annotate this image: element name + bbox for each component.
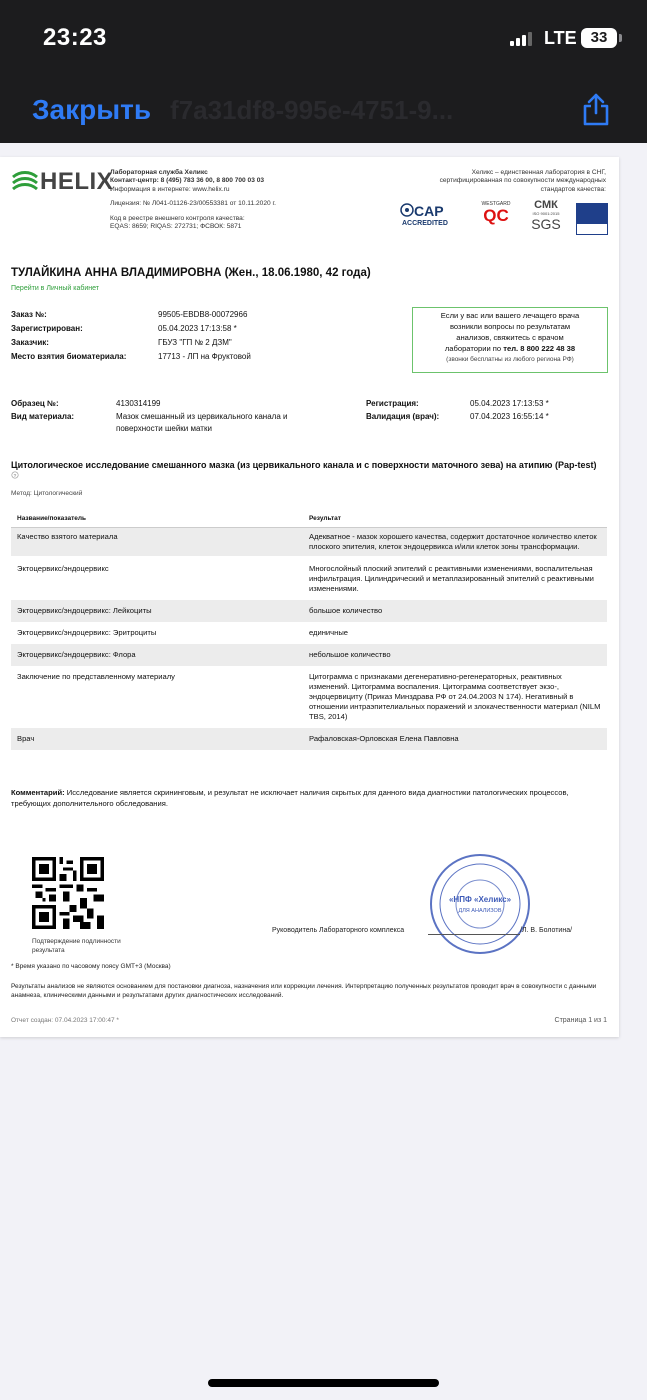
cert-line: сертифицированная по совокупности международных xyxy=(439,177,606,185)
study-title-text: Цитологическое исследование смешанного мазка (из цервикального канала и с поверхности маточного зева) на атипию (Pap-test) xyxy=(11,460,597,470)
material-value-1: Мазок смешанный из цервикального канала и xyxy=(116,412,288,421)
head-signature-name: /Л. В. Болотина/ xyxy=(520,927,573,934)
registration-label: Регистрация: xyxy=(366,399,419,408)
comment xyxy=(11,787,607,809)
lab-line: EQAS: 8659; RIQAS: 272731; ФСВОК: 5871 xyxy=(110,223,242,231)
signature-line xyxy=(428,934,520,935)
sgs-text: SGS xyxy=(531,216,561,232)
qr-caption: Подтверждение подлинности результата xyxy=(32,938,121,954)
helix-logo-icon xyxy=(10,169,40,197)
westgard-text: WESTGARD xyxy=(481,201,511,207)
battery-tip xyxy=(619,34,622,42)
ukas-logo xyxy=(576,203,608,235)
timezone-note: * Время указано по часовому поясу GMT+3 (Москва) xyxy=(11,963,171,970)
info-icon[interactable] xyxy=(11,471,19,479)
study-method: Метод: Цитологический xyxy=(11,490,83,497)
lab-line: Лицензия: № Л041-01126-23/00553381 от 10.11.2020 г. xyxy=(110,200,276,208)
smk-text: СМК xyxy=(534,199,558,211)
row-name: Заключение по представленному материалу xyxy=(17,672,175,681)
row-result: Адекватное - мазок хорошего качества, содержит достаточное количество клеток плоского эпителия, клеток эндоцервикса и/или клеток зоны трансформации. xyxy=(303,528,607,557)
contact-line: анализов, свяжитесь с врачом xyxy=(456,333,564,342)
share-icon[interactable] xyxy=(580,92,612,126)
material-value-2: поверхности шейки матки xyxy=(116,424,212,433)
contact-box xyxy=(412,307,608,373)
column-header-result: Результат xyxy=(303,512,607,528)
lab-line: Информация в интернете: www.helix.ru xyxy=(110,185,230,193)
head-signature-role: Руководитель Лабораторного комплекса xyxy=(272,927,405,934)
sample-info xyxy=(11,398,607,434)
sample-number-label: Образец №: xyxy=(11,399,59,408)
table-row xyxy=(11,528,607,557)
svg-text:ДЛЯ АНАЛИЗОВ: ДЛЯ АНАЛИЗОВ xyxy=(458,908,502,914)
row-name: Качество взятого материала xyxy=(11,528,303,557)
certification-logos xyxy=(400,201,610,237)
qc-text: QC xyxy=(483,206,509,225)
qr-code-icon[interactable] xyxy=(32,857,104,929)
document-page xyxy=(0,157,619,1037)
disclaimer: Результаты анализов не являются основанием для постановки диагноза, назначения или коррекции лечения. Интерпретацию полученных результатов проводит врач в совокупности с данными анамнеза, клиническими данными и результатами других диагностических исследований. xyxy=(11,983,597,999)
row-result: небольшое количество xyxy=(303,644,607,666)
patient-name: ТУЛАЙКИНА АННА ВЛАДИМИРОВНА (Жен., 18.06.1980, 42 года) xyxy=(11,267,371,279)
row-name: Эктоцервикс/эндоцервикс xyxy=(17,564,109,573)
customer-label: Заказчик: xyxy=(11,338,49,347)
table-row xyxy=(11,666,607,728)
lab-line: Контакт-центр: 8 (495) 783 36 00, 8 800 700 03 03 xyxy=(110,177,265,185)
row-name: Эктоцервикс/эндоцервикс: Флора xyxy=(11,644,303,666)
home-indicator[interactable] xyxy=(208,1379,439,1387)
study-title xyxy=(11,459,601,483)
westgard-qc-logo xyxy=(476,201,516,231)
validation-value: 07.04.2023 16:55:14 * xyxy=(470,412,549,421)
row-result: Цитограмма с признаками дегенеративно-регенераторных, реактивных изменений. Цитограмма воспаления. Цитограмма соответствует экзо-, эндоцервициту (Приказ Минздрава РФ от 24.04.2003 N 174). Негативный в отношении интраэпителиальных поражений и злокачественности материал (NILM TBS, 2014) xyxy=(309,672,601,721)
row-name: Эктоцервикс/эндоцервикс: Лейкоциты xyxy=(11,600,303,622)
contact-line: возникли вопросы по результатам xyxy=(449,322,571,331)
svg-text:?: ? xyxy=(13,474,17,479)
registered-label: Зарегистрирован: xyxy=(11,324,83,333)
cert-line: стандартов качества: xyxy=(540,185,606,193)
certification-info xyxy=(390,169,606,194)
cert-line: Хеликс – единственная лаборатория в СНГ, xyxy=(471,169,606,176)
lab-line: Лабораторная служба Хеликс xyxy=(110,169,208,176)
order-number-value: 99505-EBDB8-00072966 xyxy=(158,310,248,319)
row-name: Эктоцервикс/эндоцервикс: Эритроциты xyxy=(17,628,157,637)
contact-phone-prefix: лаборатории по xyxy=(444,344,504,353)
status-bar xyxy=(0,0,647,78)
battery-icon: 33 xyxy=(581,28,617,48)
material-label: Вид материала: xyxy=(11,412,75,421)
table-header-row xyxy=(11,512,607,528)
network-label: LTE xyxy=(544,28,577,48)
column-header-name: Название/показатель xyxy=(11,512,303,528)
order-number-label: Заказ №: xyxy=(11,310,47,319)
close-button[interactable]: Закрыть xyxy=(32,94,152,125)
cap-text: CAP xyxy=(414,203,444,219)
customer-value: ГБУЗ "ГП № 2 ДЗМ" xyxy=(158,338,232,347)
sample-number-value: 4130314199 xyxy=(116,399,161,408)
table-row xyxy=(11,600,607,622)
helix-logo-text: HELIX xyxy=(40,168,114,195)
svg-text:«НПФ «Хеликс»: «НПФ «Хеликс» xyxy=(448,895,512,904)
row-result: Рафаловская-Орловская Елена Павловна xyxy=(303,728,607,750)
table-row xyxy=(11,622,607,644)
contact-note: (звонки бесплатны из любого региона РФ) xyxy=(446,356,574,363)
lab-line: Код в реестре внешнего контроля качества: xyxy=(110,214,245,222)
cap-sub: ACCREDITED xyxy=(402,220,448,227)
row-result: большое количество xyxy=(303,600,607,622)
lab-stamp-icon xyxy=(428,852,532,956)
comment-label: Комментарий: xyxy=(11,788,65,797)
personal-cabinet-link[interactable]: Перейти в Личный кабинет xyxy=(11,285,100,292)
signal-icon xyxy=(510,30,532,46)
table-row xyxy=(11,644,607,666)
status-time: 23:23 xyxy=(43,24,107,51)
registration-value: 05.04.2023 17:13:53 * xyxy=(470,399,549,408)
report-created: Отчет создан: 07.04.2023 17:00:47 * xyxy=(11,1017,119,1024)
table-row xyxy=(11,728,607,750)
biomaterial-place-label: Место взятия биоматериала: xyxy=(11,352,127,361)
contact-line: Если у вас или вашего лечащего врача xyxy=(440,311,580,320)
comment-text: Исследование является скрининговым, и результат не исключает наличия скрытых для данного вида диагностики патологических процессов, требующих дополнительного обследования. xyxy=(11,788,569,808)
nav-bar xyxy=(0,78,647,143)
top-bar xyxy=(0,0,647,143)
document-title: f7a31df8-995e-4751-9... xyxy=(170,95,454,125)
table-row xyxy=(11,556,607,600)
contact-phone[interactable]: тел. 8 800 222 48 38 xyxy=(503,344,576,353)
validation-label: Валидация (врач): xyxy=(366,412,440,421)
row-result: единичные xyxy=(309,628,348,637)
sgs-logo: СМК ISO 9001:2015 SGS xyxy=(528,199,564,232)
cap-accredited-logo xyxy=(400,203,466,231)
registered-value: 05.04.2023 17:13:58 * xyxy=(158,324,237,333)
results-table xyxy=(11,512,607,750)
biomaterial-place-value: 17713 - ЛП на Фруктовой xyxy=(158,352,251,361)
order-info xyxy=(11,309,391,365)
lab-info xyxy=(110,169,340,231)
row-name: Врач xyxy=(11,728,303,750)
page-counter: Страница 1 из 1 xyxy=(554,1017,607,1024)
row-result: Многослойный плоский эпителий с реактивными изменениями, воспалительная инфильтрация. Цилиндрический и метаплазированный эпителий с реактивными изменениями. xyxy=(309,564,594,593)
